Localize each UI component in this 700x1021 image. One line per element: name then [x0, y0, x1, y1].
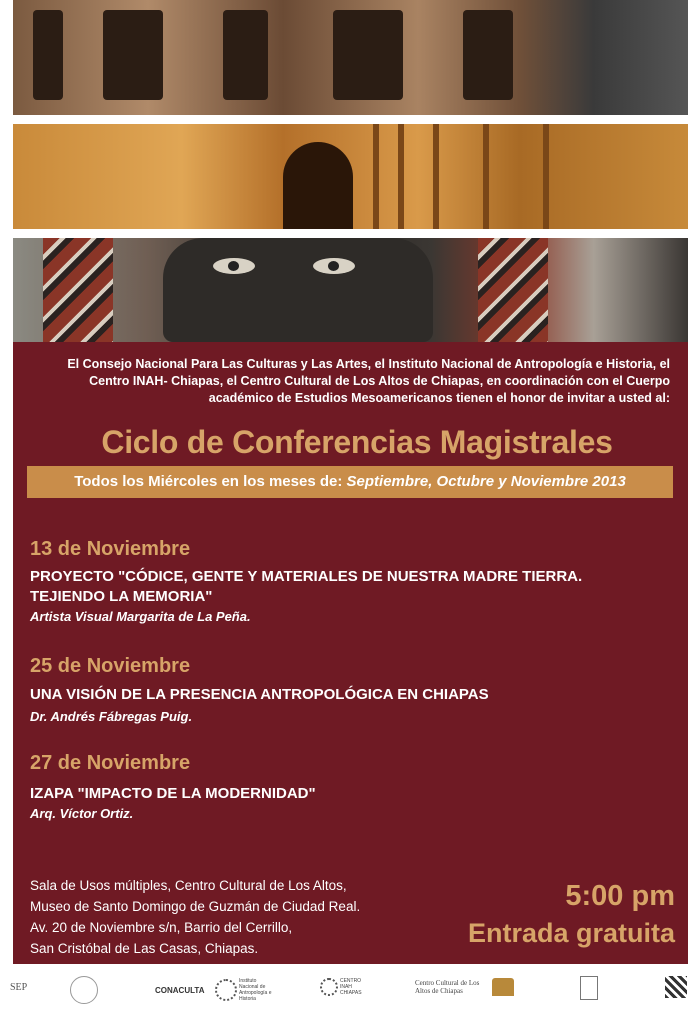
event-date: 27 de Noviembre	[30, 752, 191, 774]
event-title	[30, 567, 680, 607]
header-photo-colonial-arcade	[13, 124, 688, 229]
page-title: Ciclo de Conferencias Magistrales	[101, 424, 613, 460]
schedule-band	[27, 466, 673, 498]
centro-cultural-logo: Centro Cultural de Los Altos de Chiapas	[415, 978, 525, 996]
event-title-line: IZAPA "IMPACTO DE LA MODERNIDAD"	[30, 785, 316, 802]
venue-line: Av. 20 de Noviembre s/n, Barrio del Cerrillo,	[30, 920, 293, 935]
event-title	[30, 685, 680, 705]
event-speaker: Dr. Andrés Fábregas Puig.	[30, 709, 193, 724]
header-photo-mask	[13, 238, 688, 342]
schedule-months: Septiembre, Octubre y Noviembre 2013	[346, 473, 626, 490]
university-crest-icon	[580, 976, 598, 1000]
venue-line: Sala de Usos múltiples, Centro Cultural de Los Altos,	[30, 878, 347, 893]
centro-inah-logo: CENTRO INAH CHIAPAS	[320, 978, 370, 996]
event-speaker: Arq. Víctor Ortiz.	[30, 806, 134, 821]
event-title	[30, 784, 680, 804]
event-title-line: UNA VISIÓN DE LA PRESENCIA ANTROPOLÓGICA EN CHIAPAS	[30, 686, 489, 703]
event-title-line: TEJIENDO LA MEMORIA"	[30, 588, 213, 605]
venue-line: Museo de Santo Domingo de Guzmán de Ciudad Real.	[30, 899, 361, 914]
pattern-logo-icon	[665, 976, 687, 998]
venue-line: San Cristóbal de Las Casas, Chiapas.	[30, 941, 259, 956]
event-date: 13 de Noviembre	[30, 538, 191, 560]
event-date: 25 de Noviembre	[30, 655, 191, 677]
venue-address	[30, 875, 360, 959]
event-time: 5:00 pm	[565, 880, 675, 912]
event-title-line: PROYECTO "CÓDICE, GENTE Y MATERIALES DE NUESTRA MADRE TIERRA.	[30, 568, 583, 585]
intro-text: El Consejo Nacional Para Las Culturas y Las Artes, el Instituto Nacional de Antropología e Historia, el Centro INAH- Chiapas, el Centro Cultural de Los Altos de Chiapas, en coordinación con el Cuerpo académico de Estudios Mesoamericanos tienen el honor de invitar a usted al:	[67, 357, 670, 405]
conaculta-logo: CONACULTA	[155, 986, 205, 995]
sponsor-logos-bar	[0, 964, 700, 1021]
inah-logo: Instituto Nacional de Antropología e Historia	[215, 978, 275, 1002]
schedule-prefix: Todos los Miércoles en los meses de:	[74, 473, 347, 490]
eagle-seal-icon	[70, 976, 98, 1004]
admission-text: Entrada gratuita	[467, 918, 675, 948]
sep-logo: SEP	[10, 982, 28, 993]
header-photo-carved-glyphs	[13, 0, 688, 115]
event-speaker: Artista Visual Margarita de La Peña.	[30, 609, 251, 624]
